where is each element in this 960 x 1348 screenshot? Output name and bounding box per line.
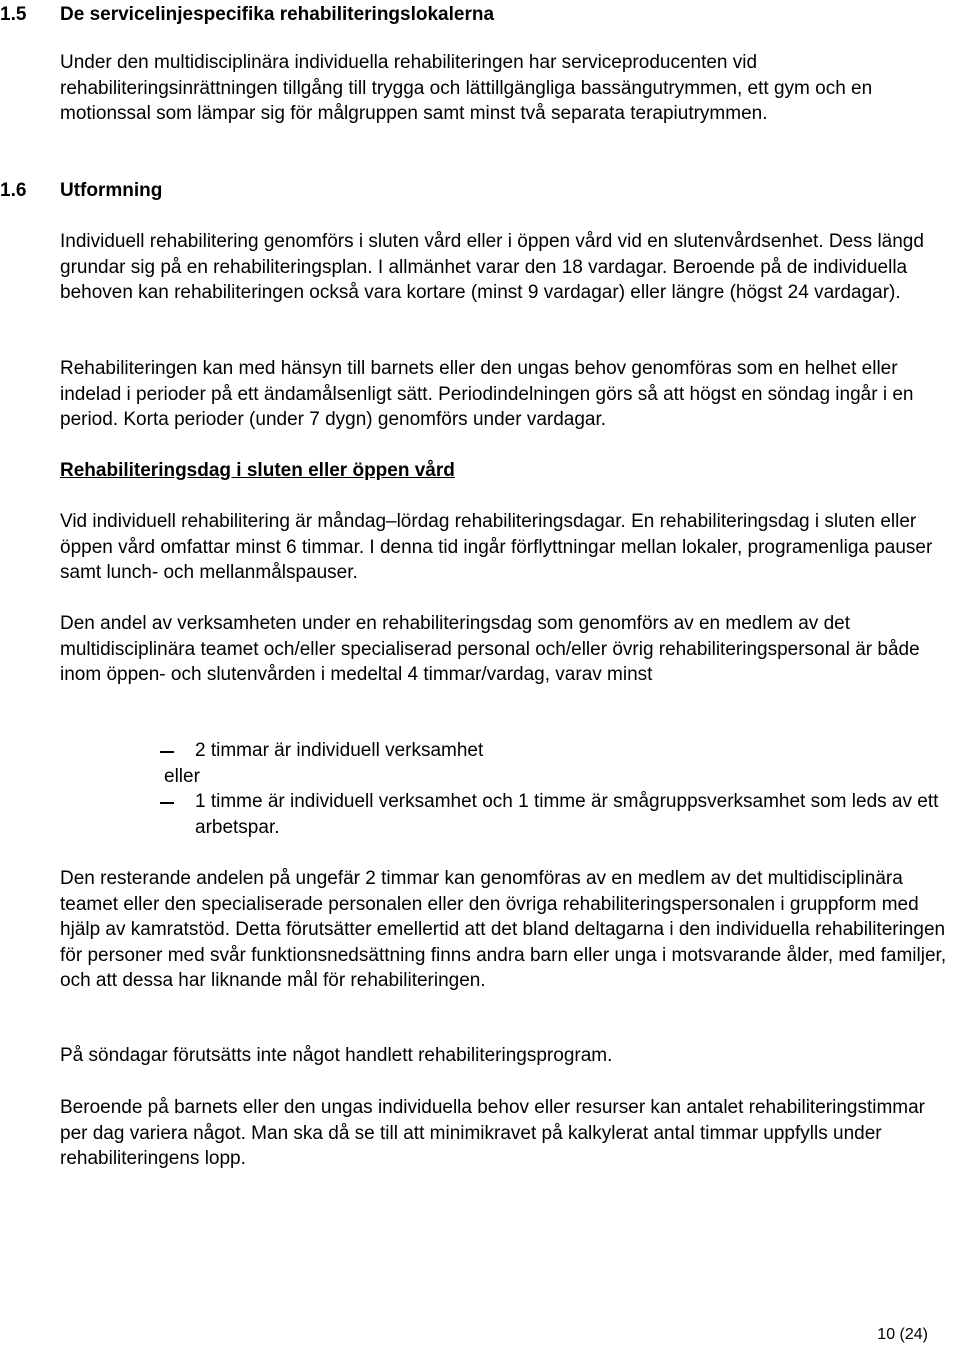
- section-1-5-number: 1.5: [0, 4, 27, 25]
- paragraph-sundays: På söndagar förutsätts inte något handlett rehabiliteringsprogram.: [60, 1045, 613, 1066]
- section-1-5-paragraph: Under den multidisciplinära individuella rehabiliteringen har serviceproducenten vid rehabiliteringsinrättningen tillgång till trygga och lättillgängliga bassängutrymmen, ett gym och en motionssal som lämpar sig för målgruppen samt minst två separata terapiutrymmen.: [60, 52, 873, 124]
- section-1-5-heading: [0, 2, 494, 28]
- section-1-6-number: 1.6: [0, 180, 27, 201]
- dash-bullet-1: [160, 738, 174, 763]
- section-1-5-title: De servicelinjespecifika rehabiliteringslokalerna: [60, 4, 495, 25]
- paragraph-hours-vary: Beroende på barnets eller den ungas individuella behov eller resurser kan antalet rehabiliteringstimmar per dag variera något. Man ska då se till att minimikravet på kalkylerat antal timmar uppfylls under rehabiliteringens lopp.: [60, 1097, 926, 1169]
- bullet-item-1: 2 timmar är individuell verksamhet: [195, 740, 484, 761]
- paragraph-periods: Rehabiliteringen kan med hänsyn till barnets eller den ungas behov genomföras som en helhet eller indelad i perioder på ett ändamålsenligt sätt. Periodindelningen görs så att högst en söndag ingår i en period. Korta perioder (under 7 dygn) genomförs under vardagar.: [60, 358, 914, 430]
- bullet-connector: eller: [164, 766, 200, 787]
- section-1-6-heading: [0, 178, 162, 204]
- page-number: 10 (24): [877, 1326, 928, 1343]
- paragraph-rehab-days: Vid individuell rehabilitering är måndag–lördag rehabiliteringsdagar. En rehabiliteringsdag i sluten eller öppen vård omfattar minst 6 timmar. I denna tid ingår förflyttningar mellan lokaler, programenliga pauser samt lunch- och mellanmålspauser.: [60, 511, 933, 583]
- subheading-rehab-day: Rehabiliteringsdag i sluten eller öppen vård: [60, 460, 455, 481]
- dash-bullet-2: [160, 789, 174, 814]
- bullet-item-2: 1 timme är individuell verksamhet och 1 timme är smågruppsverksamhet som leds av ett arbetspar.: [195, 791, 939, 838]
- section-1-6-title: Utformning: [60, 180, 163, 201]
- paragraph-activity-share: Den andel av verksamheten under en rehabiliteringsdag som genomförs av en medlem av det multidisciplinära teamet och/eller specialiserad personal och/eller övrig rehabiliteringspersonal är både inom öppen- och slutenvården i medeltal 4 timmar/vardag, varav minst: [60, 613, 920, 685]
- paragraph-remaining-share: Den resterande andelen på ungefär 2 timmar kan genomföras av en medlem av det multidisciplinära teamet eller den specialiserade personalen eller den övriga rehabiliteringspersonalen i gruppform med hjälp av kamratstöd. Detta förutsätter emellertid att det bland deltagarna i den individuella rehabiliteringen för personer med svår funktionsnedsättning finns andra barn eller unga i motsvarande ålder, med familjer, och att dessa har liknande mål för rehabiliteringen.: [60, 868, 947, 991]
- paragraph-individual-rehab: Individuell rehabilitering genomförs i sluten vård eller i öppen vård vid en slutenvårdsenhet. Dess längd grundar sig på en rehabiliteringsplan. I allmänhet varar den 18 vardagar. Beroende på de individuella behoven kan rehabiliteringen också vara kortare (minst 9 vardagar) eller längre (högst 24 vardagar).: [60, 231, 924, 303]
